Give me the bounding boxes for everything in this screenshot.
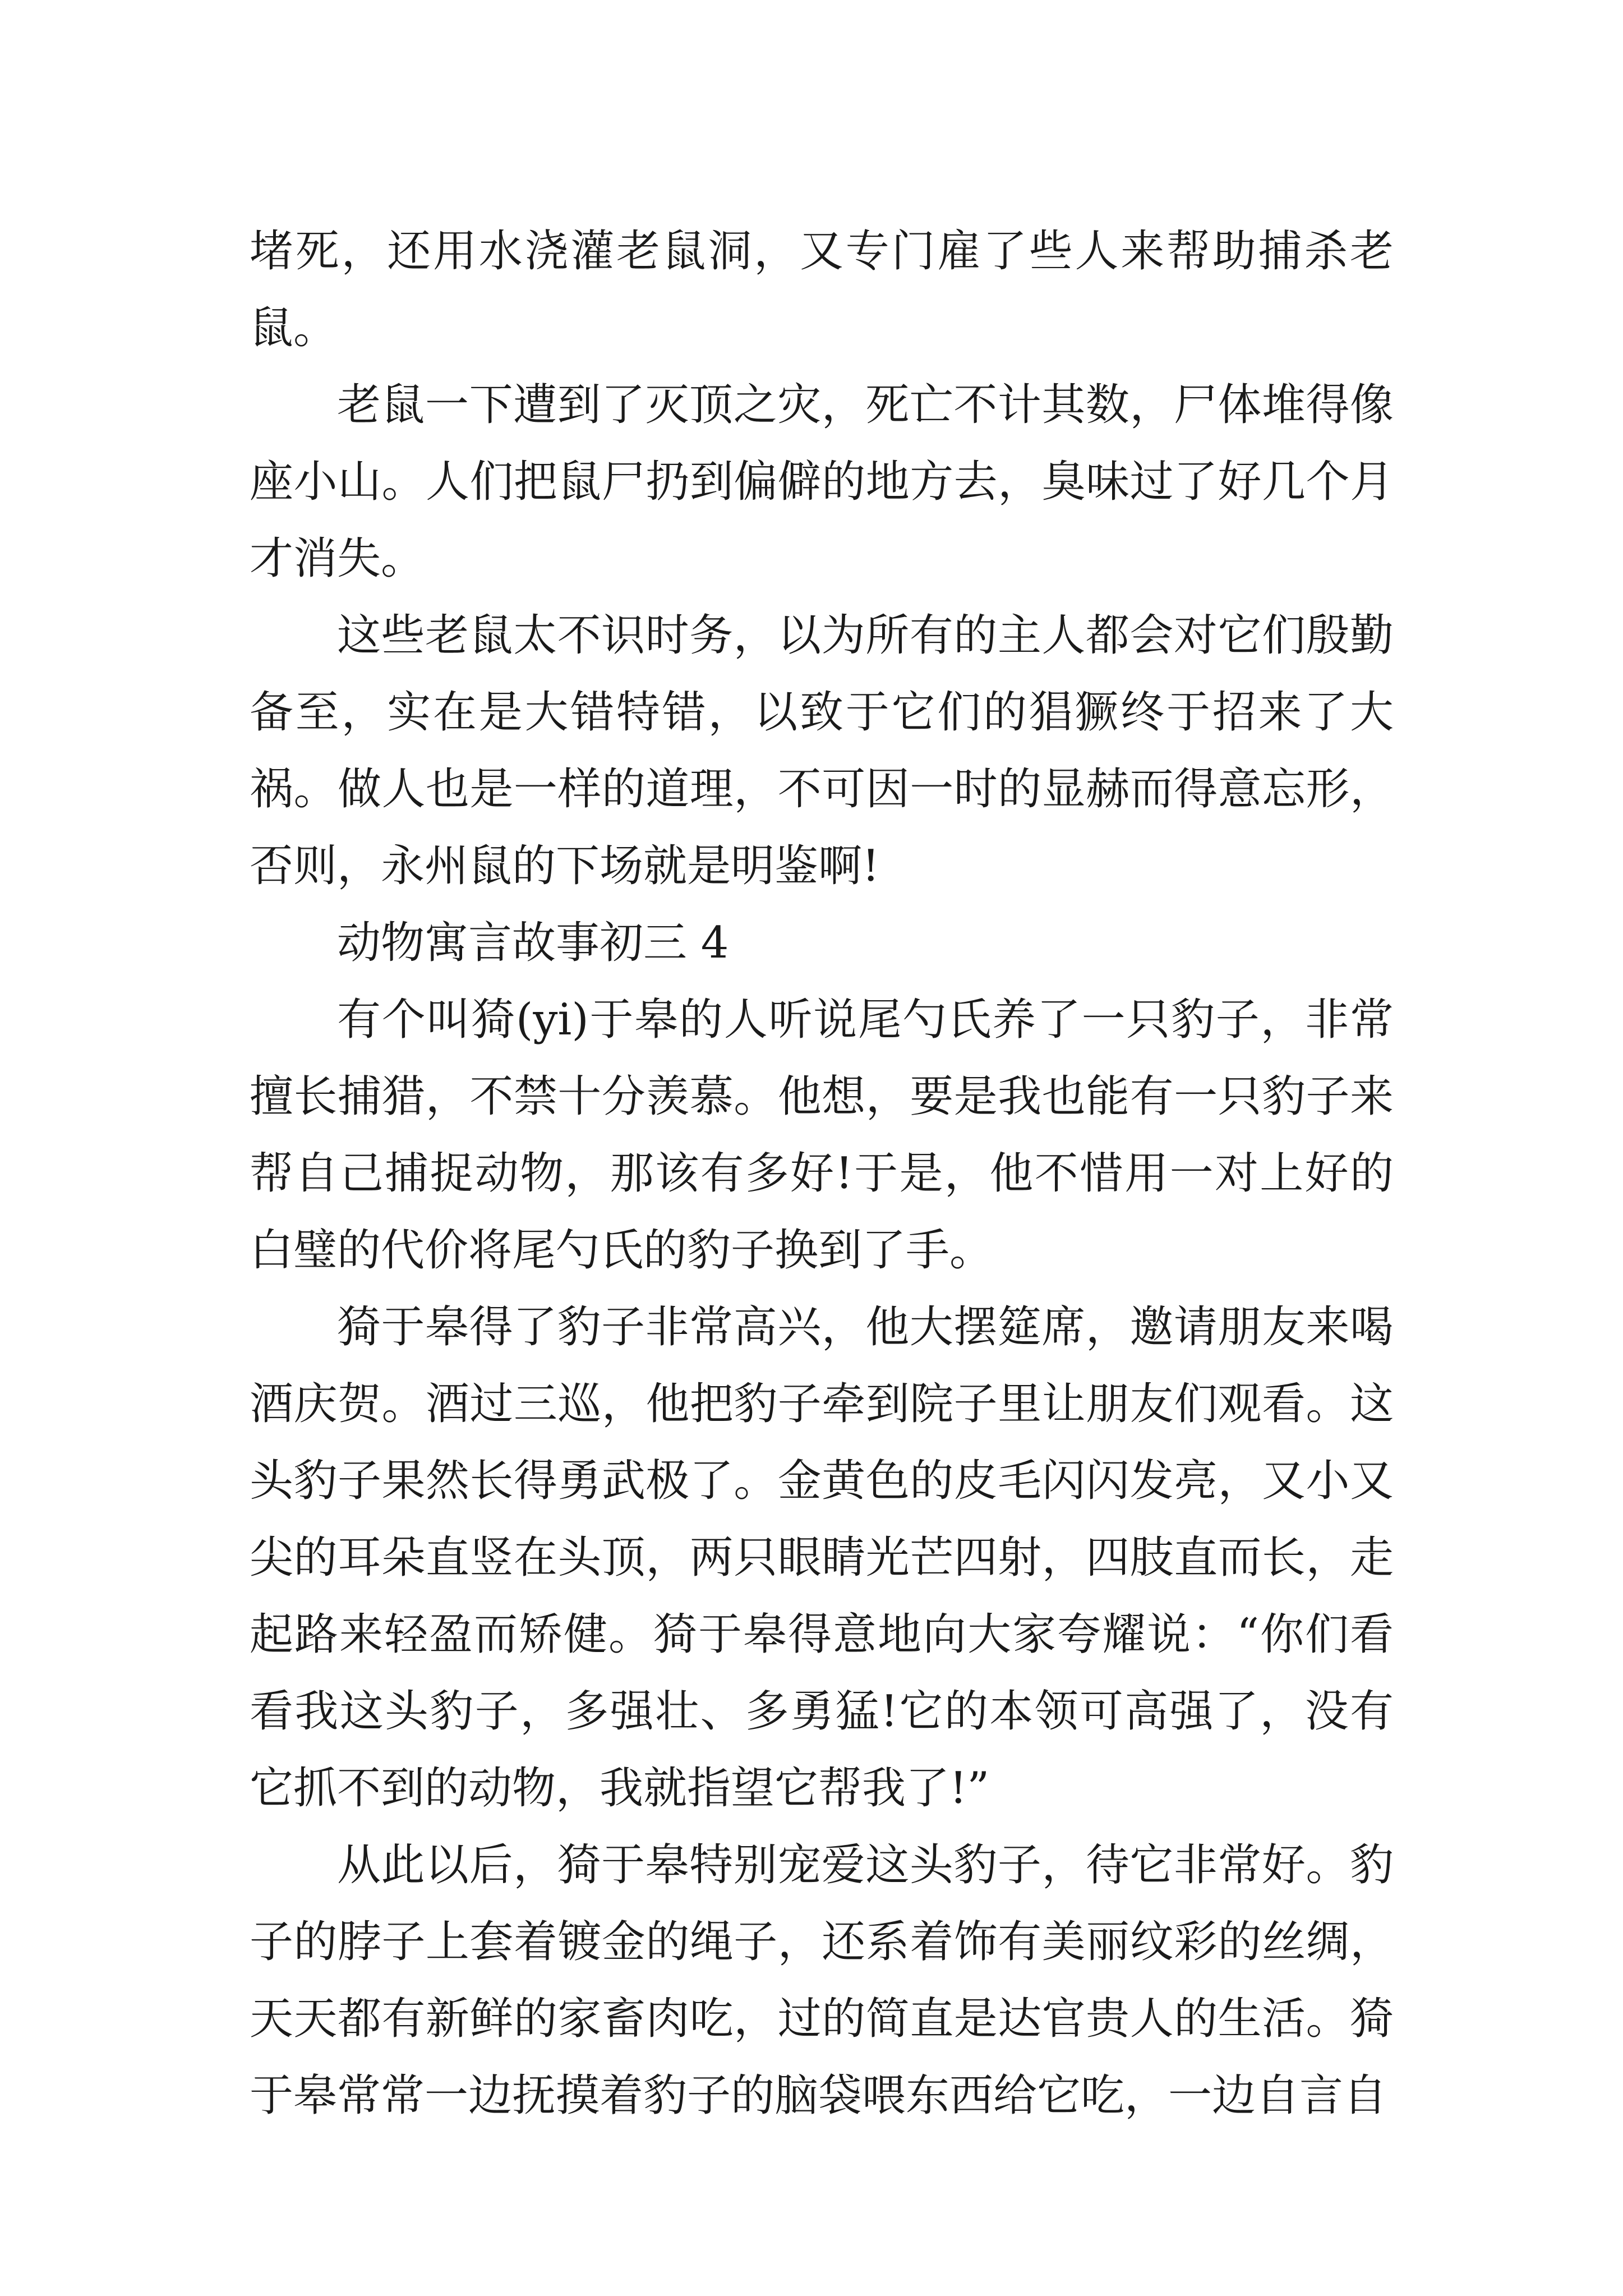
paragraph: 从此以后，猗于皋特别宠爱这头豹子，待它非常好。豹子的脖子上套着镀金的绳子，还系着饰有美丽纹彩的丝绸，天天都有新鲜的家畜肉吃，过的简直是达官贵人的生活。猗于皋常常一边抚摸着豹子的脑袋喂东西给它吃，一边自言自 — [250, 1840, 1394, 2121]
section-heading: 动物寓言故事初三 4 — [337, 918, 729, 968]
paragraph-continuation: 堵死，还用水浇灌老鼠洞，又专门雇了些人来帮助捕杀老鼠。 — [250, 226, 1394, 353]
paragraph: 老鼠一下遭到了灭顶之灾，死亡不计其数，尸体堆得像座小山。人们把鼠尸扔到偏僻的地方去，臭味过了好几个月才消失。 — [250, 380, 1394, 584]
document-body — [250, 213, 1394, 2134]
paragraph: 这些老鼠太不识时务，以为所有的主人都会对它们殷勤备至，实在是大错特错，以致于它们的猖獗终于招来了大祸。做人也是一样的道理，不可因一时的显赫而得意忘形，否则，永州鼠的下场就是明鉴啊! — [250, 610, 1394, 891]
paragraph: 猗于皋得了豹子非常高兴，他大摆筵席，邀请朋友来喝酒庆贺。酒过三巡，他把豹子牵到院子里让朋友们观看。这头豹子果然长得勇武极了。金黄色的皮毛闪闪发亮，又小又尖的耳朵直竖在头顶，两只眼睛光芒四射，四肢直而长，走起路来轻盈而矫健。猗于皋得意地向大家夸耀说：“你们看看我这头豹子，多强壮、多勇猛!它的本领可高强了，没有它抓不到的动物，我就指望它帮我了!” — [250, 1302, 1394, 1814]
paragraph: 有个叫猗(yi)于皋的人听说尾勺氏养了一只豹子，非常擅长捕猎，不禁十分羡慕。他想，要是我也能有一只豹子来帮自己捕捉动物，那该有多好!于是，他不惜用一对上好的白璧的代价将尾勺氏的豹子换到了手。 — [250, 995, 1394, 1276]
